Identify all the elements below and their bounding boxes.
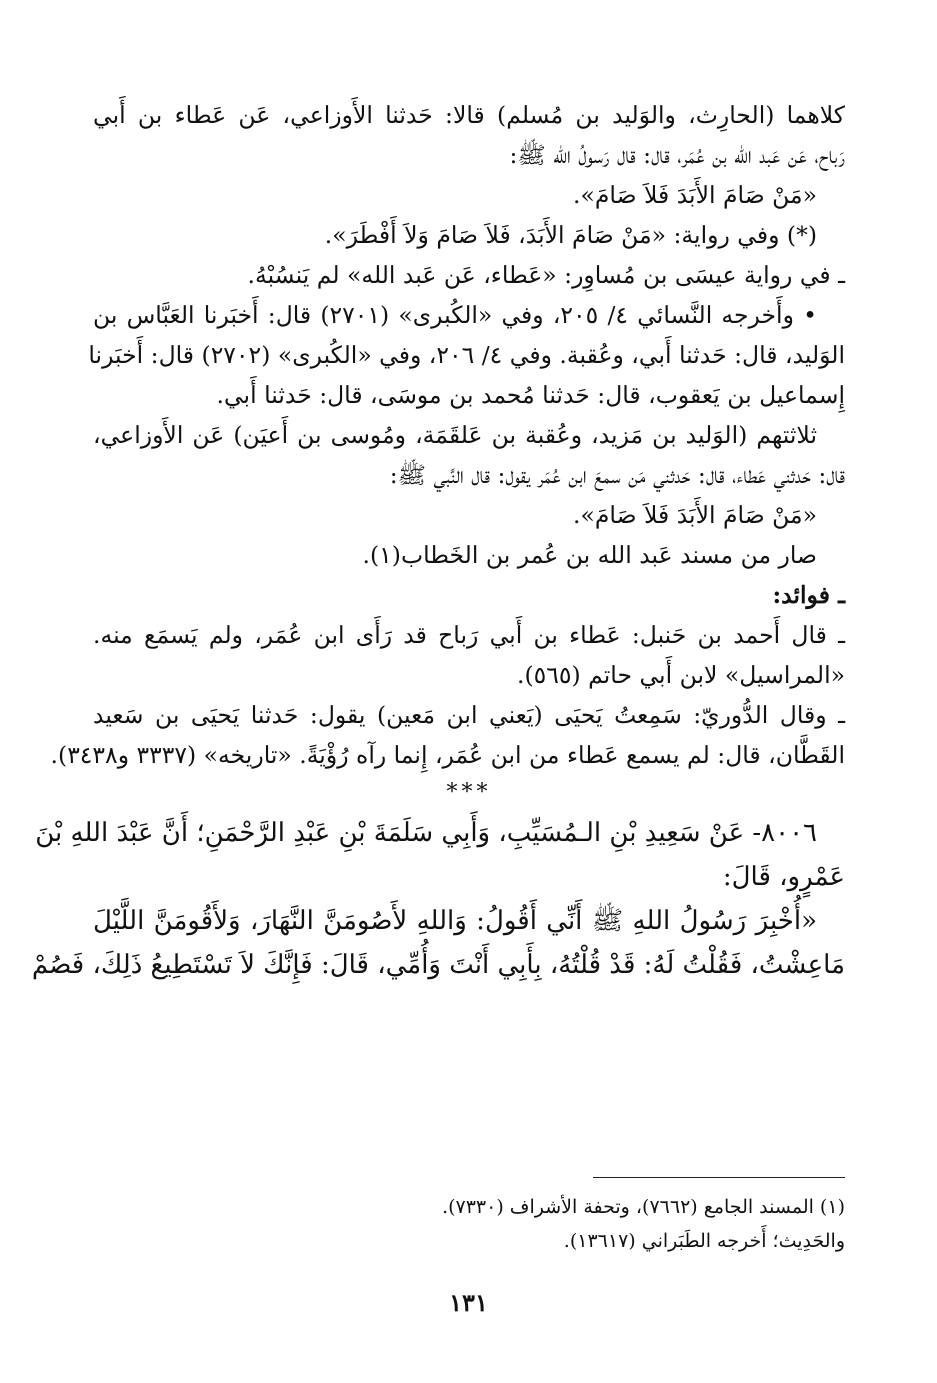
hadith-quote: «مَنْ صَامَ الأَبَدَ فَلاَ صَامَ». xyxy=(573,501,817,529)
hadith-number-line: ٨٠٠٦- عَنْ سَعِيدِ بْنِ الـمُسَيِّبِ، وَأَبِي سَلَمَةَ بْنِ عَبْدِ الرَّحْمَنِ؛ أَنَّ عَبْدَ اللهِ بْنَ xyxy=(35,818,817,848)
text-line: قال: حَدثني عَطاء، قال: حَدثني مَن سمعَ ابن عُمَر يقول: قال النَّبي ﷺ: xyxy=(389,461,845,489)
text-line: القَطَّان، قال: لم يسمع عَطاء من ابن عُمَر، إِنما رآه رُؤْيَةً. «تاريخه» (٣٣٣٧ و٣٤٣٨). xyxy=(50,741,845,769)
text-line: ثلاثتهم (الوَليد بن مَزيد، وعُقبة بن عَلقَمَة، ومُوسى بن أَعيَن) عَن الأَوزاعي، xyxy=(93,421,817,449)
text-line: ـ وقال الدُّوريّ: سَمِعتُ يَحيَى (يَعني ابن مَعين) يقول: حَدثنا يَحيَى بن سَعيد xyxy=(93,701,845,729)
page-number: ١٣١ xyxy=(449,1288,488,1317)
hadith-quote: «مَنْ صَامَ الأَبَدَ فَلاَ صَامَ». xyxy=(573,181,817,209)
hadith-text-line: مَاعِشْتُ، فَقُلْتُ لَهُ: قَدْ قُلْتُهُ، بِأَبِي أَنْتَ وَأُمِّي، قَالَ: فَإِنَّكَ لاَ تَسْتَطِيعُ ذَلِكَ، فَصُمْ xyxy=(31,950,845,980)
footnote-line: والحَدِيث؛ أَخرجه الطَبَراني (١٣٦١٧). xyxy=(563,1230,845,1252)
footnotes xyxy=(93,1190,845,1258)
footnote-divider xyxy=(593,1177,845,1178)
text-line: صار من مسند عَبد الله بن عُمر بن الخَطاب(١). xyxy=(362,541,817,569)
text-line: ـ قال أَحمد بن حَنبل: عَطاء بن أَبي رَباح قد رَأَى ابن عُمَر، ولم يَسمَع منه. xyxy=(93,621,845,649)
text-line: • وأَخرجه النَّسائي ٤/ ٢٠٥، وفي «الكُبرى» (٢٧٠١) قال: أَخبَرنا العَبَّاس بن xyxy=(93,301,817,329)
text-line: إِسماعيل بن يَعقوب، قال: حَدثنا مُحمد بن موسَى، قال: حَدثنا أَبي. xyxy=(216,381,845,409)
text-line: رَباح، عَن عَبد الله بن عُمَر، قال: قال رَسولُ الله ﷺ: xyxy=(509,141,845,169)
text-line: الوَليد، قال: حَدثنا أَبي، وعُقبة. وفي ٤/ ٢٠٦، وفي «الكُبرى» (٢٧٠٢) قال: أَخبَرنا xyxy=(88,341,845,369)
footnote-line: (١) المسند الجامع (٧٦٦٢)، وتحفة الأشراف (٧٣٣٠). xyxy=(442,1196,845,1218)
section-heading: ـ فوائد: xyxy=(772,581,845,609)
text-line: ـ في رواية عيسَى بن مُساوِر: «عَطاء، عَن عَبد الله» لم يَنسُبْهُ. xyxy=(247,261,845,289)
narration-variant: (*) وفي رواية: «مَنْ صَامَ الأَبَدَ، فَلاَ صَامَ وَلاَ أَفْطَرَ». xyxy=(324,221,817,249)
text-line: عَمْرٍو، قَالَ: xyxy=(722,862,845,892)
section-separator: *** xyxy=(446,780,492,805)
text-line: «المراسيل» لابن أَبي حاتم (٥٦٥). xyxy=(516,661,845,689)
page-body xyxy=(31,95,845,987)
hadith-text-line: «أُخْبِرَ رَسُولُ اللهِ ﷺ أَنِّي أَقُولُ: وَاللهِ لأَصُومَنَّ النَّهَارَ، وَلأَقُومَنَّ اللَّيْلَ xyxy=(93,906,817,936)
text-line: كلاهما (الحارِث، والوَليد بن مُسلم) قالا: حَدثنا الأَوزاعي، عَن عَطاء بن أَبي xyxy=(93,101,845,129)
